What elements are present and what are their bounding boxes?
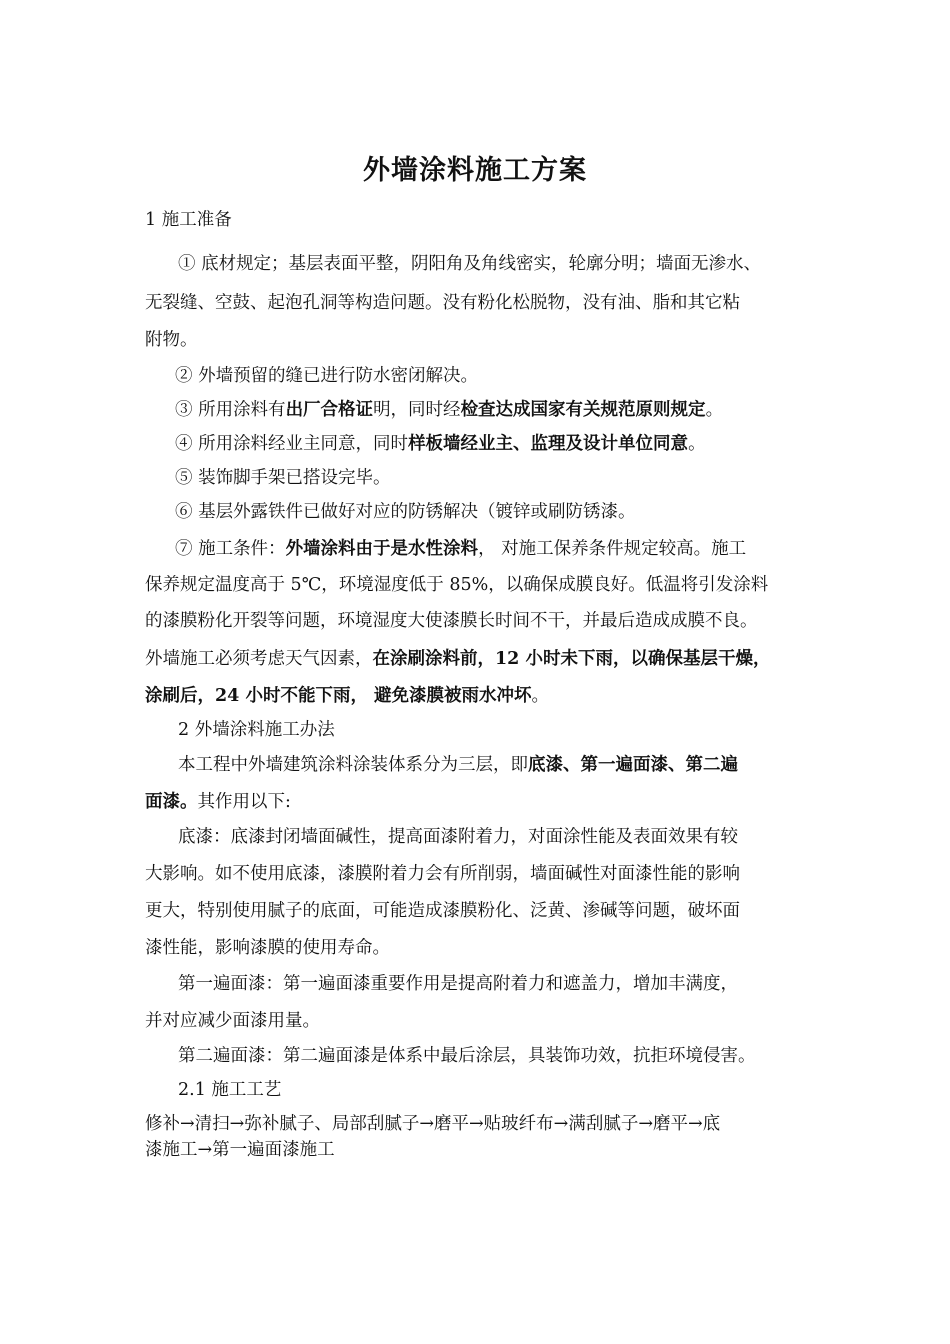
item-7-line-4 bbox=[145, 647, 770, 671]
item-7-line-5 bbox=[145, 684, 549, 708]
item-4 bbox=[175, 432, 706, 456]
item-3-bold-certificate: 出厂合格证 bbox=[285, 400, 374, 420]
section-heading-1: 1 施工准备 bbox=[145, 210, 232, 230]
item-1-line-3: 附物。 bbox=[145, 330, 198, 350]
item-3-text-e: 。 bbox=[705, 400, 724, 420]
intro-line-2 bbox=[145, 790, 291, 814]
item-5: ⑤ 装饰脚手架已搭设完毕。 bbox=[175, 468, 391, 488]
section-heading-2: 2 外墙涂料施工办法 bbox=[178, 720, 335, 740]
intro-text: 本工程中外墙建筑涂料涂装体系分为三层，即 bbox=[178, 755, 528, 775]
item-4-bold-sample-wall: 样板墙经业主、监理及设计单位同意 bbox=[408, 434, 689, 454]
item-7-bold-waterborne: 外墙涂料由于是水性涂料 bbox=[285, 539, 479, 559]
primer-line-2: 大影响。如不使用底漆，漆膜附着力会有所削弱，墙面碱性对面漆性能的影响 bbox=[145, 864, 740, 884]
item-6: ⑥ 基层外露铁件已做好对应的防锈解决（镀锌或刷防锈漆。 bbox=[175, 502, 636, 522]
item-7-line-1 bbox=[175, 537, 746, 561]
item-7-text-c: ， 对施工保养条件规定较高。施工 bbox=[478, 539, 747, 559]
item-7-line-2: 保养规定温度高于 5℃，环境湿度低于 85%，以确保成膜良好。低温将引发涂料 bbox=[145, 575, 769, 595]
item-3-text-a: ③ 所用涂料有 bbox=[175, 400, 286, 420]
coat1-line-1: 第一遍面漆：第一遍面漆重要作用是提高附着力和遮盖力，增加丰满度， bbox=[178, 974, 738, 994]
item-2: ② 外墙预留的缝已进行防水密闭解决。 bbox=[175, 366, 479, 386]
item-7-line-4-bold: 在涂刷涂料前，12 小时未下雨，以确保基层干燥， bbox=[372, 649, 771, 669]
item-7-line-4-text: 外墙施工必须考虑天气因素， bbox=[145, 649, 373, 669]
item-7-line-3: 的漆膜粉化开裂等问题，环境湿度大使漆膜长时间不干，并最后造成成膜不良。 bbox=[145, 611, 758, 631]
intro-bold-layers: 底漆、第一遍面漆、第二遍 bbox=[528, 755, 738, 775]
item-1-line-2: 无裂缝、空鼓、起泡孔洞等构造问题。没有粉化松脱物，没有油、脂和其它粘 bbox=[145, 293, 740, 313]
item-7-text-a: ⑦ 施工条件： bbox=[175, 539, 286, 559]
item-4-text-a: ④ 所用涂料经业主同意，同时 bbox=[175, 434, 409, 454]
intro-bold-topcoat: 面漆。 bbox=[145, 792, 198, 812]
coat1-line-2: 并对应减少面漆用量。 bbox=[145, 1011, 320, 1031]
item-4-text-c: 。 bbox=[688, 434, 706, 454]
primer-line-3: 更大，特别使用腻子的底面，可能造成漆膜粉化、泛黄、渗碱等问题，破坏面 bbox=[145, 901, 740, 921]
intro-text-2: 其作用以下: bbox=[197, 792, 291, 812]
coat2-line: 第二遍面漆：第二遍面漆是体系中最后涂层，具装饰功效，抗拒环境侵害。 bbox=[178, 1046, 756, 1066]
primer-line-1: 底漆：底漆封闭墙面碱性，提高面漆附着力，对面涂性能及表面效果有较 bbox=[178, 827, 738, 847]
primer-line-4: 漆性能，影响漆膜的使用寿命。 bbox=[145, 938, 390, 958]
item-7-line-5-bold: 涂刷后，24 小时不能下雨， 避免漆膜被雨水冲坏 bbox=[145, 686, 532, 706]
process-line-2: 漆施工→第一遍面漆施工 bbox=[145, 1140, 335, 1160]
item-7-line-5-text: 。 bbox=[531, 686, 550, 706]
section-heading-2-1: 2.1 施工工艺 bbox=[178, 1080, 282, 1100]
item-3-text-c: 明，同时经 bbox=[373, 400, 461, 420]
item-3 bbox=[175, 398, 723, 422]
page-title: 外墙涂料施工方案 bbox=[363, 155, 587, 186]
intro-line-1 bbox=[178, 753, 738, 777]
item-3-bold-inspection: 检查达成国家有关规范原则规定 bbox=[460, 400, 706, 420]
process-line-1: 修补→清扫→弥补腻子、局部刮腻子→磨平→贴玻纤布→满刮腻子→磨平→底 bbox=[145, 1114, 721, 1134]
item-1-line-1: ① 底材规定；基层表面平整，阴阳角及角线密实，轮廓分明；墙面无渗水、 bbox=[178, 254, 762, 274]
